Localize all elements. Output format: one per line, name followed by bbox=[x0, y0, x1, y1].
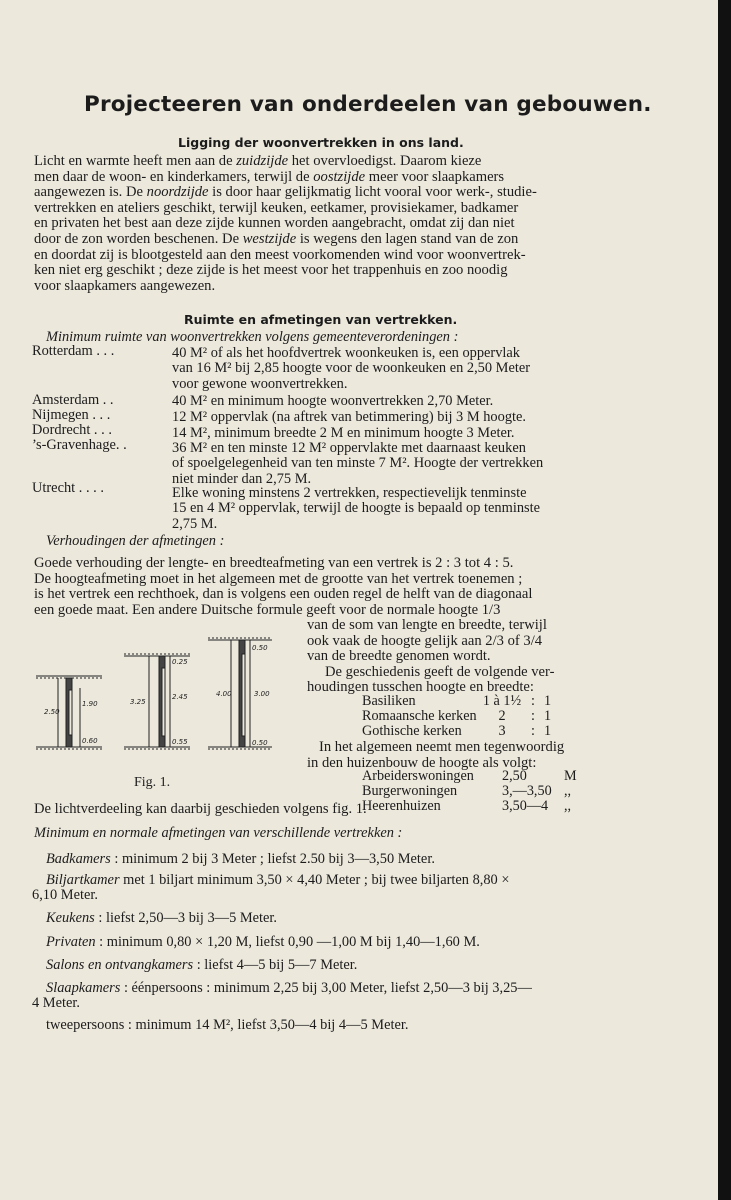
intro-minimum-ruimte: Minimum ruimte van woonvertrekken volgens gemeenteverordeningen : bbox=[46, 329, 459, 345]
section-heading-verhoudingen: Verhoudingen der afmetingen : bbox=[46, 533, 225, 549]
item-slaapkamers-cont: 4 Meter. bbox=[32, 995, 80, 1011]
paragraph-hoogte: In het algemeen neemt men tegenwoordig in den huizenbouw de hoogte als volgt: bbox=[307, 739, 565, 771]
city-utrecht: Utrecht . . . . bbox=[32, 480, 104, 496]
paragraph-verhoudingen: Goede verhouding der lengte- en breedteafmeting van een vertrek is 2 : 3 tot 4 : 5. De hoogteafmeting moet in het algemeen met de grootte van het vertrek toenemen ; is het vertrek een rechthoek, dan is volgens een ouden regel de helft van de diagonaal een goede maat. Een andere Duitsche formule geeft voor de normale hoogte 1/3 bbox=[34, 555, 533, 618]
dim-label: 3.00 bbox=[254, 690, 270, 698]
dim-label: 0.60 bbox=[82, 737, 98, 745]
dim-label: 0.55 bbox=[172, 738, 188, 746]
city-rotterdam-text: 40 M² of als het hoofdvertrek woonkeuken is, een oppervlak van 16 M² bij 2,85 hoogte voor de woonkeuken en 2,50 Meter voor gewone woonvertrekken. bbox=[172, 345, 531, 392]
item-badkamers: Badkamers : minimum 2 bij 3 Meter ; liefst 2.50 bij 3—3,50 Meter. bbox=[46, 851, 435, 867]
city-dordrecht: Dordrecht . . . bbox=[32, 422, 112, 438]
city-s-gravenhage-text: 36 M² en ten minste 12 M² oppervlakte met daarnaast keuken of spoelgelegenheid van ten minste 7 M². Hoogte der vertrekken niet minder dan 2,75 M. bbox=[172, 440, 544, 487]
city-nijmegen: Nijmegen . . . bbox=[32, 407, 111, 423]
item-biljartkamer-cont: 6,10 Meter. bbox=[32, 887, 98, 903]
paragraph-verhoudingen-right: van de som van lengte en breedte, terwijl ook vaak de hoogte gelijk aan 2/3 of 3/4 van de breedte genomen wordt. De geschiedenis geeft de volgende ver- houdingen tusschen hoogte en breedte: bbox=[307, 617, 555, 696]
paragraph-ligging: Licht en warmte heeft men aan de zuidzijde het overvloedigst. Daarom kieze men daar de woon- en kinderkamers, terwijl de oostzijde meer voor slaapkamers aangewezen is. De noordzijde is door haar gelijkmatig licht vooral voor werk-, studie- vertrekken en ateliers geschikt, terwijl keuken, eetkamer, provisiekamer, badkamer en privaten het best aan deze zijde kunnen worden aangebracht, omdat zij dan niet door de zon worden beschenen. De westzijde is wegens den lagen stand van de zon en doordat zij is blootgesteld aan den meest voorkomenden wind voor woonvertrek- ken niet erg geschikt ; deze zijde is het meest voor het trappenhuis en zoo noodig voor slaapkamers aangewezen. bbox=[34, 153, 537, 294]
city-nijmegen-text: 12 M² oppervlak (na aftrek van betimmering) bij 3 M hoogte. bbox=[172, 409, 526, 425]
city-amsterdam: Amsterdam . . bbox=[32, 392, 114, 408]
city-s-gravenhage: ’s-Gravenhage. . bbox=[32, 437, 127, 453]
item-slaapkamers: Slaapkamers : éénpersoons : minimum 2,25 bij 3,00 Meter, liefst 2,50—3 bij 3,25— bbox=[46, 980, 532, 996]
height-row: Heerenhuizen 3,50—4 ,, bbox=[362, 797, 572, 814]
ratio-table bbox=[362, 694, 551, 738]
item-keukens: Keukens : liefst 2,50—3 bij 3—5 Meter. bbox=[46, 910, 278, 926]
ratio-row: Romaansche kerken 2 : 1 bbox=[362, 707, 552, 724]
item-biljartkamer: Biljartkamer met 1 biljart minimum 3,50 × 4,40 Meter ; bij twee biljarten 8,80 × bbox=[46, 872, 510, 888]
section-heading-ligging: Ligging der woonvertrekken in ons land. bbox=[178, 135, 464, 150]
ratio-row: Gothische kerken 3 : 1 bbox=[362, 722, 552, 739]
city-rotterdam: Rotterdam . . . bbox=[32, 343, 115, 359]
section-heading-ruimte: Ruimte en afmetingen van vertrekken. bbox=[184, 312, 458, 327]
height-row: Burgerwoningen 3,—3,50 ,, bbox=[362, 782, 572, 799]
dim-label: 1.90 bbox=[82, 700, 98, 708]
page-edge bbox=[718, 0, 731, 1200]
figure-1-diagram bbox=[32, 632, 290, 777]
light-distribution-line: De lichtverdeeling kan daarbij geschieden volgens fig. 1. bbox=[34, 801, 367, 817]
figure-caption: Fig. 1. bbox=[134, 775, 171, 790]
height-row: Arbeiderswoningen 2,50 M bbox=[362, 768, 577, 784]
item-privaten: Privaten : minimum 0,80 × 1,20 M, liefst 0,90 —1,00 M bij 1,40—1,60 M. bbox=[46, 934, 480, 950]
page-title: Projecteeren van onderdeelen van gebouwen. bbox=[84, 92, 652, 117]
city-dordrecht-text: 14 M², minimum breedte 2 M en minimum hoogte 3 Meter. bbox=[172, 425, 515, 441]
heights-table bbox=[362, 769, 577, 813]
section-heading-minimum-afmetingen: Minimum en normale afmetingen van verschillende vertrekken : bbox=[34, 825, 403, 841]
dim-label: 0.50 bbox=[252, 739, 268, 747]
dim-label: 4.00 bbox=[216, 690, 232, 698]
city-utrecht-text: Elke woning minstens 2 vertrekken, respectievelijk tenminste 15 en 4 M² oppervlak, terwijl de hoogte is bepaald op tenminste 2,75 M. bbox=[172, 485, 540, 532]
city-amsterdam-text: 40 M² en minimum hoogte woonvertrekken 2,70 Meter. bbox=[172, 393, 494, 409]
dim-label: 0.25 bbox=[172, 658, 188, 666]
dim-label: 2.50 bbox=[44, 708, 60, 716]
dim-label: 3.25 bbox=[130, 698, 146, 706]
item-salons: Salons en ontvangkamers : liefst 4—5 bij 5—7 Meter. bbox=[46, 957, 358, 973]
item-tweepersoons: tweepersoons : minimum 14 M², liefst 3,50—4 bij 4—5 Meter. bbox=[46, 1017, 409, 1033]
ratio-row: Basiliken 1 à 1½ : 1 bbox=[362, 693, 552, 709]
dim-label: 0.50 bbox=[252, 644, 268, 652]
dim-label: 2.45 bbox=[172, 693, 188, 701]
